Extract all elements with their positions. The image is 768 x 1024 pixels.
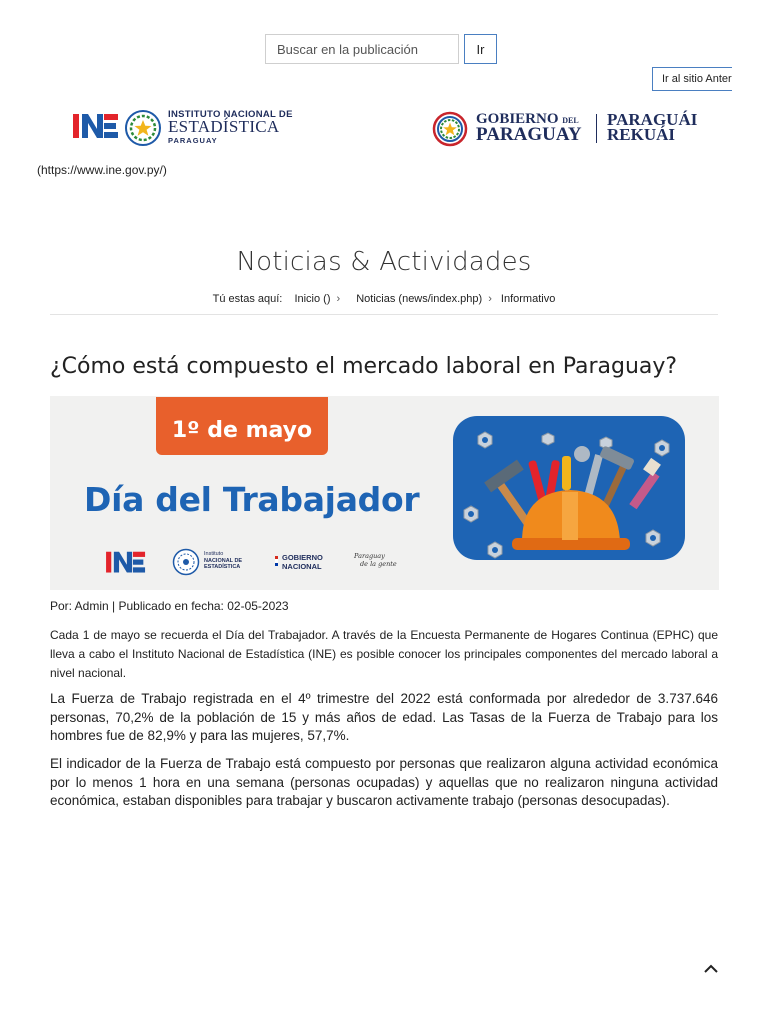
article-meta: Por: Admin | Publicado en fecha: 02-05-2023 <box>50 599 289 613</box>
scroll-to-top-button[interactable] <box>700 958 722 980</box>
banner-seal-icon <box>172 548 200 576</box>
ine-line1: INSTITUTO NACIONAL DE <box>168 109 293 120</box>
flag-icon <box>275 556 278 566</box>
gov-word-gobierno: GOBIERNO <box>476 111 559 127</box>
ine-line2: ESTADÍSTICA <box>168 117 280 136</box>
ine-mark-icon <box>73 112 119 142</box>
ine-logo[interactable] <box>73 108 293 148</box>
divider <box>50 314 718 315</box>
gov-right2: REKUÁI <box>607 125 676 144</box>
article-paragraph-1: Cada 1 de mayo se recuerda el Día del Trabajador. A través de la Encuesta Permanente de Hogares Continua (EPHC) que lleva a cabo el Instituto Nacional de Estadística (INE) es posible conocer los principales componentes del mercado laboral a nivel nacional. <box>50 628 718 680</box>
banner-inst-text <box>204 551 242 571</box>
old-site-link[interactable]: Ir al sitio Anter <box>652 67 732 91</box>
article-title: ¿Cómo está compuesto el mercado laboral en Paraguay? <box>50 354 678 379</box>
breadcrumb <box>0 293 768 305</box>
breadcrumb-item-home[interactable]: Inicio () <box>294 293 331 305</box>
search-input[interactable] <box>265 34 459 64</box>
banner-gob-text <box>282 554 323 571</box>
gov-logo[interactable] <box>432 110 702 146</box>
breadcrumb-label: Tú estas aquí: <box>212 293 283 305</box>
article-paragraph-3: El indicador de la Fuerza de Trabajo está compuesto por personas que realizaron alguna actividad económica por lo menos 1 hora en una semana (personas ocupadas) y aquellas que no realizaron ninguna actividad económica, estaban disponibles para trabajar y buscaron activamente trabajo (personas desocupadas). <box>50 756 718 808</box>
article-banner <box>50 396 719 590</box>
banner-inst-line1: Instituto <box>204 551 224 557</box>
search-button[interactable]: Ir <box>464 34 497 64</box>
banner-slogan <box>354 552 397 568</box>
banner-slogan-line2: de la gente <box>360 560 397 568</box>
chevron-right-icon: › <box>336 293 341 305</box>
banner-inst-line3: ESTADÍSTICA <box>204 564 241 570</box>
gov-divider <box>596 114 597 143</box>
ine-line3: PARAGUAY <box>168 136 218 145</box>
banner-gob-line2: NACIONAL <box>282 561 322 571</box>
banner-gob-line1: GOBIERNO <box>282 553 323 562</box>
article-paragraph-2: La Fuerza de Trabajo registrada en el 4º trimestre del 2022 está conformada por alrededor de 3.737.646 personas, 70,2% de la población de 15 y más años de edad. Las Tasas de la Fuerza de Trabajo para los hombres fue de 82,9% y para las mujeres, 57,7%. <box>50 691 718 743</box>
gov-seal-icon <box>432 111 468 147</box>
date-badge-text: 1º de mayo <box>171 418 313 443</box>
page-title: Noticias & Actividades <box>236 247 532 277</box>
gov-word-del: DEL <box>562 116 579 125</box>
gov-right1: PARAGUÁI <box>607 110 698 129</box>
banner-headline: Día del Trabajador <box>84 480 420 519</box>
ine-url-note[interactable]: (https://www.ine.gov.py/) <box>37 163 167 177</box>
seal-icon <box>124 109 162 147</box>
tools-illustration-icon <box>450 414 690 564</box>
banner-inst-line2: NACIONAL DE <box>204 557 243 564</box>
banner-slogan-line1: Paraguay <box>354 552 385 560</box>
breadcrumb-item-news[interactable]: Noticias (news/index.php) <box>356 293 483 305</box>
gov-line2: PARAGUAY <box>476 124 582 145</box>
banner-ine-mark-icon <box>103 550 149 576</box>
chevron-right-icon: › <box>488 293 492 305</box>
chevron-up-icon <box>700 958 722 980</box>
breadcrumb-item-current: Informativo <box>500 293 556 305</box>
